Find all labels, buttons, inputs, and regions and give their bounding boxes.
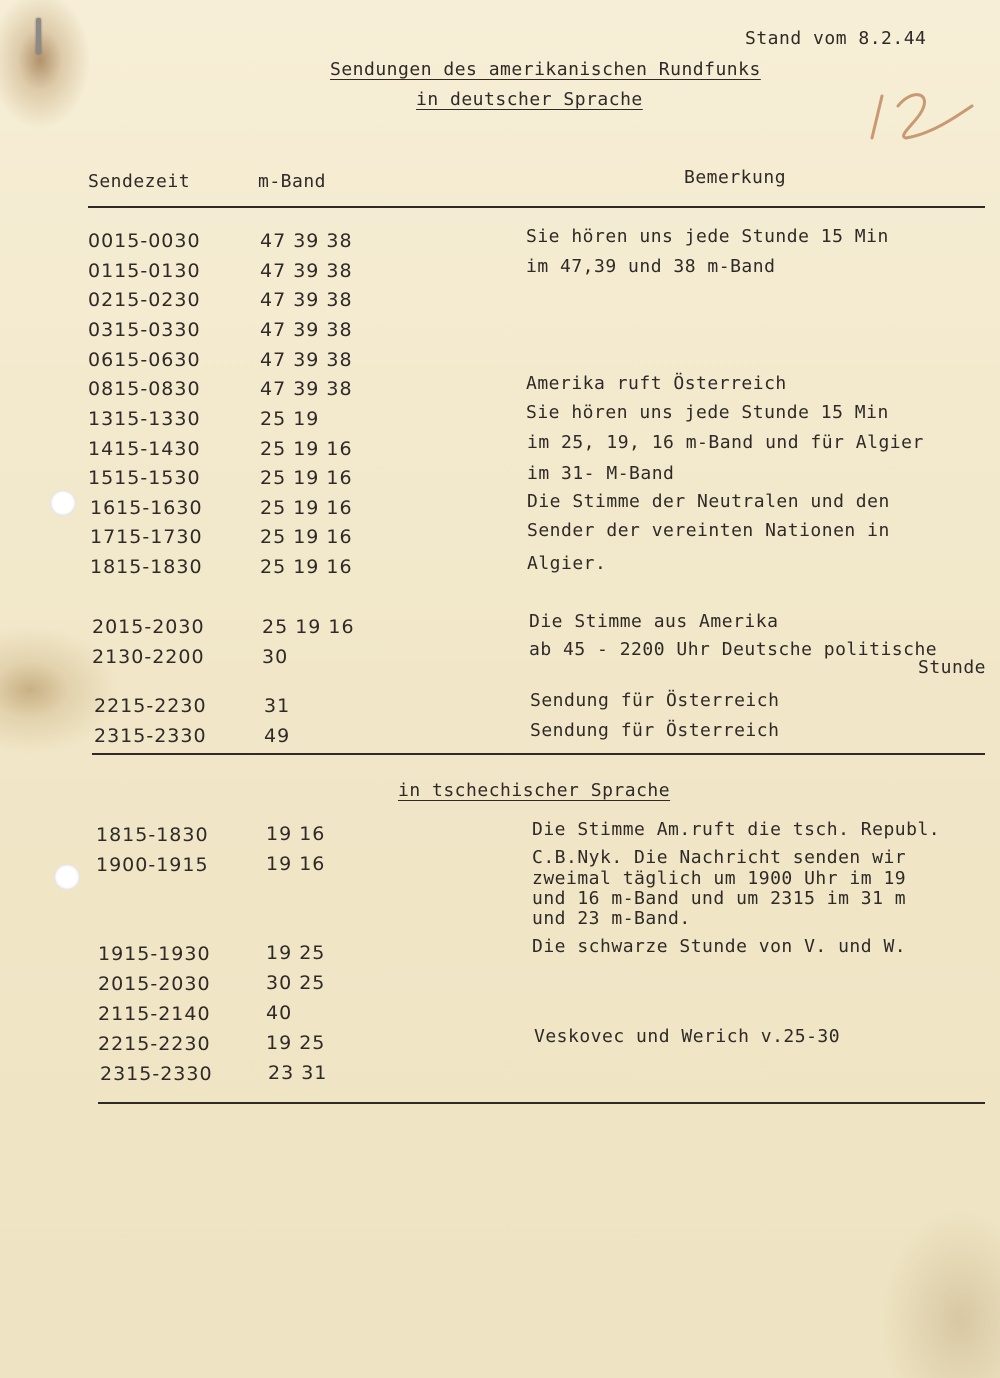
czech-section-rule — [98, 1102, 985, 1104]
german-time: 1715-1730 — [90, 526, 203, 548]
german-band: 47 39 38 — [260, 230, 353, 252]
german-note: Sendung für Österreich — [530, 690, 780, 711]
punch-hole-top — [50, 490, 76, 516]
german-time: 1815-1830 — [90, 556, 203, 578]
german-time: 2315-2330 — [94, 725, 207, 747]
german-note: Stunde — [918, 657, 987, 678]
czech-time: 2015-2030 — [98, 973, 211, 995]
german-band: 47 39 38 — [260, 319, 353, 341]
staple — [36, 18, 41, 54]
german-band: 25 19 16 — [260, 497, 353, 519]
german-band: 25 19 16 — [260, 438, 353, 460]
header-rule — [88, 206, 985, 208]
czech-time: 1915-1930 — [98, 943, 211, 965]
czech-note: Veskovec und Werich v.25-30 — [534, 1026, 841, 1047]
german-time: 0315-0330 — [88, 319, 201, 341]
german-band: 25 19 — [260, 408, 320, 430]
german-time: 1415-1430 — [88, 438, 201, 460]
german-time: 0015-0030 — [88, 230, 201, 252]
czech-band: 40 — [266, 1002, 293, 1024]
czech-heading: in tschechischer Sprache — [398, 780, 671, 801]
czech-band: 23 31 — [268, 1062, 328, 1084]
pencil-page-number — [862, 76, 982, 156]
czech-band: 19 25 — [266, 1032, 326, 1054]
czech-note: Die Stimme Am.ruft die tsch. Republ. — [532, 819, 941, 840]
german-band: 30 — [262, 646, 289, 668]
german-time: 1615-1630 — [90, 497, 203, 519]
german-note: Sie hören uns jede Stunde 15 Min — [526, 226, 889, 247]
german-time: 2015-2030 — [92, 616, 205, 638]
page-mark-text: 12 — [862, 154, 864, 155]
german-note: Die Stimme der Neutralen und den — [527, 491, 890, 512]
german-note: ab 45 - 2200 Uhr Deutsche politische — [529, 639, 938, 660]
german-time: 0215-0230 — [88, 289, 201, 311]
czech-band: 19 16 — [266, 853, 326, 875]
german-band: 47 39 38 — [260, 289, 353, 311]
czech-band: 19 16 — [266, 823, 326, 845]
german-band: 49 — [264, 725, 291, 747]
german-note: im 31- M-Band — [527, 463, 675, 484]
german-time: 2215-2230 — [94, 695, 207, 717]
german-note: Die Stimme aus Amerika — [529, 611, 779, 632]
german-band: 25 19 16 — [262, 616, 355, 638]
punch-hole-bottom — [54, 864, 80, 890]
german-note: im 25, 19, 16 m-Band und für Algier — [527, 432, 924, 453]
german-band: 47 39 38 — [260, 378, 353, 400]
german-band: 25 19 16 — [260, 526, 353, 548]
czech-note: Die schwarze Stunde von V. und W. — [532, 936, 907, 957]
german-time: 1515-1530 — [88, 467, 201, 489]
czech-note: und 16 m-Band und um 2315 im 31 m — [532, 888, 907, 909]
german-band: 25 19 16 — [260, 467, 353, 489]
german-time: 0115-0130 — [88, 260, 201, 282]
document-title: Sendungen des amerikanischen Rundfunks — [330, 59, 761, 80]
german-note: Sendung für Österreich — [530, 720, 780, 741]
german-time: 0615-0630 — [88, 349, 201, 371]
czech-time: 1900-1915 — [96, 854, 209, 876]
german-band: 47 39 38 — [260, 349, 353, 371]
german-band: 47 39 38 — [260, 260, 353, 282]
german-time: 1315-1330 — [88, 408, 201, 430]
german-band: 31 — [264, 695, 291, 717]
column-header-band: m-Band — [258, 171, 327, 192]
german-note: Sie hören uns jede Stunde 15 Min — [526, 402, 889, 423]
czech-note: und 23 m-Band. — [532, 908, 691, 929]
german-note: im 47,39 und 38 m-Band — [526, 256, 776, 277]
czech-band: 19 25 — [266, 942, 326, 964]
czech-time: 2315-2330 — [100, 1063, 213, 1085]
czech-note: zweimal täglich um 1900 Uhr im 19 — [532, 868, 907, 889]
column-header-time: Sendezeit — [88, 171, 191, 192]
german-time: 0815-0830 — [88, 378, 201, 400]
date-stamp: Stand vom 8.2.44 — [745, 28, 927, 49]
german-time: 2130-2200 — [92, 646, 205, 668]
czech-time: 2215-2230 — [98, 1033, 211, 1055]
column-header-note: Bemerkung — [684, 167, 787, 188]
czech-band: 30 25 — [266, 972, 326, 994]
german-note: Algier. — [527, 553, 607, 574]
czech-time: 1815-1830 — [96, 824, 209, 846]
document-subtitle: in deutscher Sprache — [416, 89, 643, 110]
german-band: 25 19 16 — [260, 556, 353, 578]
german-section-rule — [92, 753, 985, 755]
german-note: Sender der vereinten Nationen in — [527, 520, 890, 541]
czech-note: C.B.Nyk. Die Nachricht senden wir — [532, 847, 907, 868]
german-note: Amerika ruft Österreich — [526, 373, 787, 394]
czech-time: 2115-2140 — [98, 1003, 211, 1025]
